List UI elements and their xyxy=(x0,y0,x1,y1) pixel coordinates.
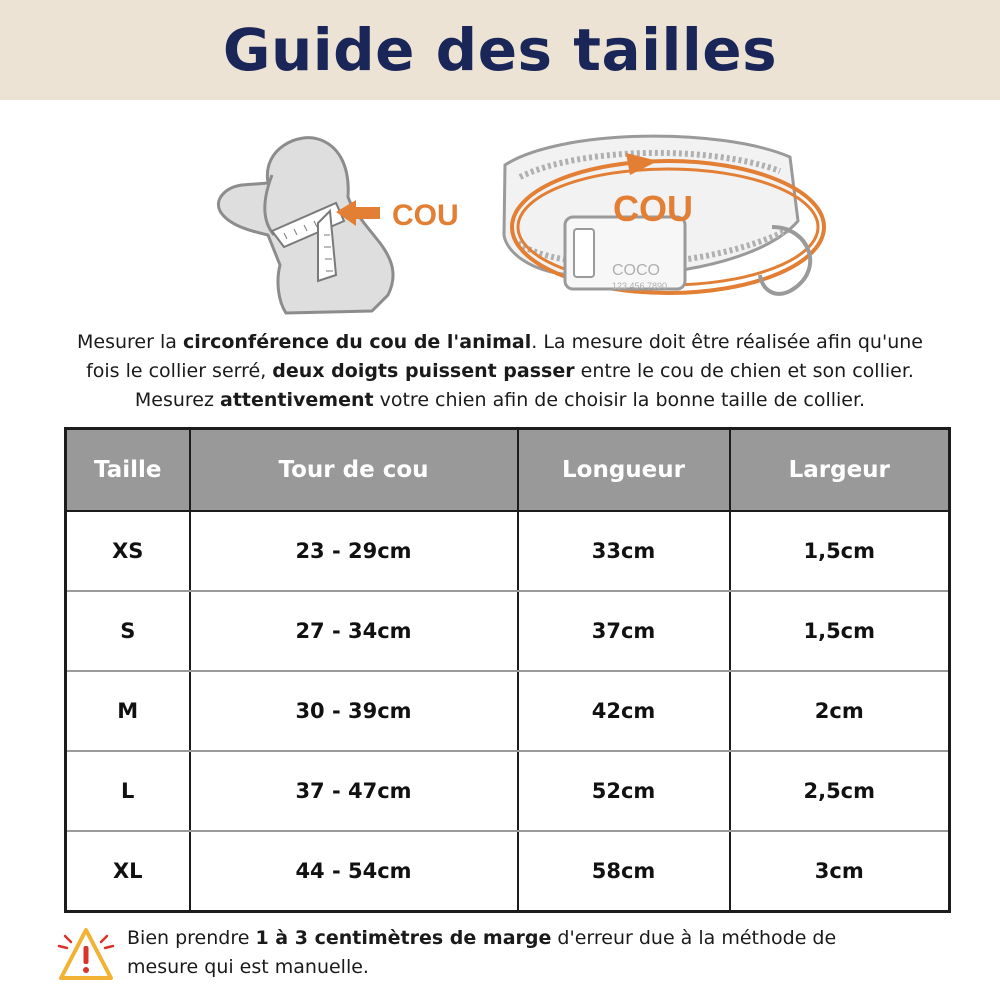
cell-neck: 44 - 54cm xyxy=(190,831,518,912)
cell-width: 3cm xyxy=(730,831,950,912)
cell-length: 37cm xyxy=(518,591,730,671)
table-row xyxy=(66,751,950,831)
cell-length: 58cm xyxy=(518,831,730,912)
measurement-illustration xyxy=(0,125,1000,325)
cell-length: 52cm xyxy=(518,751,730,831)
instruction-line-1: Mesurer la circonférence du cou de l'animal. La mesure doit être réalisée afin qu'une xyxy=(77,331,923,353)
margin-note xyxy=(55,922,955,992)
page-title: Guide des tailles xyxy=(222,16,778,84)
cell-size: M xyxy=(66,671,190,751)
cell-neck: 37 - 47cm xyxy=(190,751,518,831)
cell-neck: 27 - 34cm xyxy=(190,591,518,671)
size-table xyxy=(64,427,951,913)
table-row xyxy=(66,671,950,751)
instruction-line-3: Mesurez attentivement votre chien afin de choisir la bonne taille de collier. xyxy=(134,389,866,411)
collar-illustration xyxy=(504,136,824,294)
cell-length: 42cm xyxy=(518,671,730,751)
cell-size: L xyxy=(66,751,190,831)
margin-note-text: Bien prendre 1 à 3 centimètres de marge d'erreur due à la méthode de mesure qui est manuelle. xyxy=(127,927,837,978)
header-length: Longueur xyxy=(518,429,730,512)
cell-width: 1,5cm xyxy=(730,511,950,591)
table-row xyxy=(66,591,950,671)
instruction-line-2: fois le collier serré, deux doigts puissent passer entre le cou de chien et son collier. xyxy=(86,360,914,382)
measurement-instructions xyxy=(40,328,960,415)
cell-width: 2,5cm xyxy=(730,751,950,831)
header-size: Taille xyxy=(66,429,190,512)
table-header-row xyxy=(66,429,950,512)
cell-size: XS xyxy=(66,511,190,591)
warning-icon xyxy=(55,922,117,984)
dog-illustration xyxy=(218,138,458,313)
cell-width: 1,5cm xyxy=(730,591,950,671)
collar-tag-name: COCO xyxy=(612,262,660,279)
cell-neck: 23 - 29cm xyxy=(190,511,518,591)
collar-label: COU xyxy=(613,188,693,229)
cell-width: 2cm xyxy=(730,671,950,751)
header-width: Largeur xyxy=(730,429,950,512)
cell-size: S xyxy=(66,591,190,671)
cell-length: 33cm xyxy=(518,511,730,591)
cell-size: XL xyxy=(66,831,190,912)
table-row xyxy=(66,831,950,912)
header-neck: Tour de cou xyxy=(190,429,518,512)
table-row xyxy=(66,511,950,591)
collar-tag-number: 123 456 7890 xyxy=(612,281,668,291)
cell-neck: 30 - 39cm xyxy=(190,671,518,751)
header-banner xyxy=(0,0,1000,100)
dog-neck-label: COU xyxy=(392,199,459,232)
